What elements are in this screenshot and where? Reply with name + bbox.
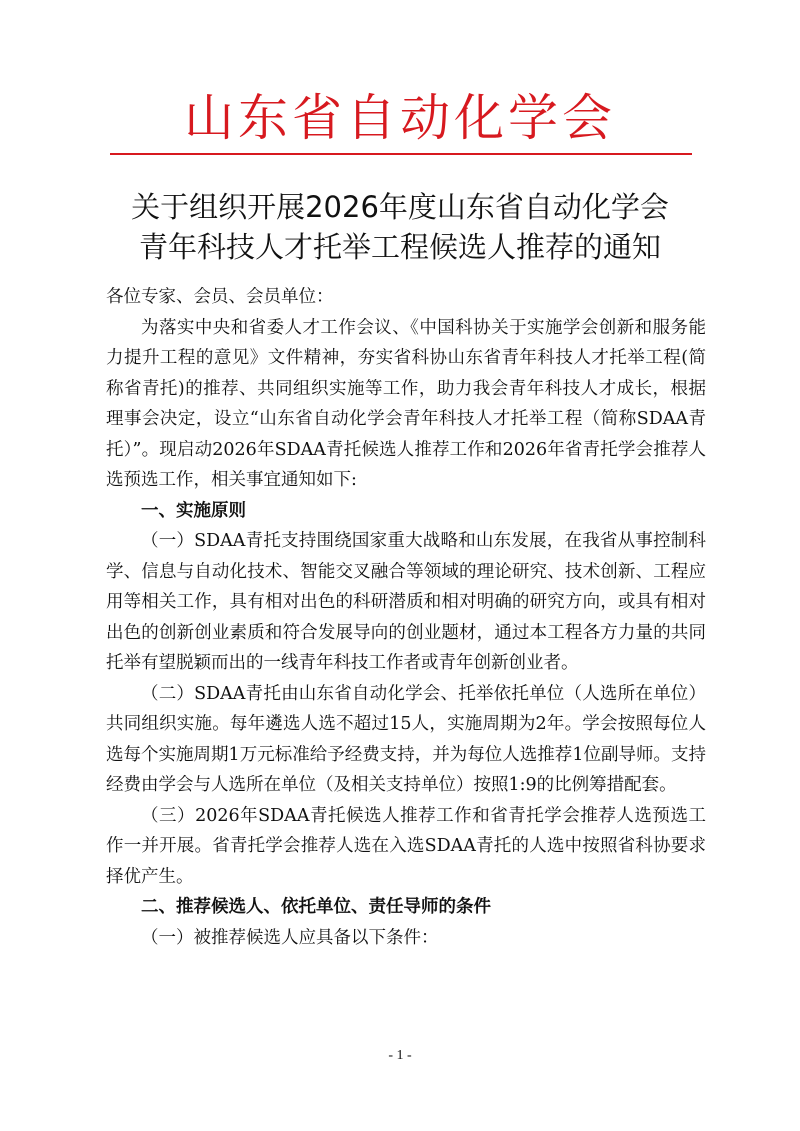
section-2-item-1: （一）被推荐候选人应具备以下条件： xyxy=(141,927,439,948)
section-1-heading: 一、实施原则 xyxy=(141,500,246,521)
section-1-item-3: （三）2026年SDAA青托候选人推荐工作和省青托学会推荐人选预选工作一并开展。省青托学会推荐人选在入选SDAA青托的人选中按照省科协要求择优产生。 xyxy=(106,805,706,887)
header-red-rule xyxy=(110,153,692,155)
organization-header: 山东省自动化学会 xyxy=(184,89,616,147)
title-line-2: 青年科技人才托举工程候选人推荐的通知 xyxy=(138,230,661,264)
section-1-item-1: （一）SDAA青托支持围绕国家重大战略和山东发展，在我省从事控制科学、信息与自动化技术、智能交叉融合等领域的理论研究、技术创新、工程应用等相关工作，具有相对出色的科研潜质和相对明确的研究方向，或具有相对出色的创新创业素质和符合发展导向的创业题材，通过本工程各方力量的共同托举有望脱颖而出的一线青年科技工作者或青年创新创业者。 xyxy=(106,531,706,673)
section-1-item-2: （二）SDAA青托由山东省自动化学会、托举依托单位（人选所在单位）共同组织实施。每年遴选人选不超过15人，实施周期为2年。学会按照每位人选每个实施周期1万元标准给予经费支持，并为每位人选推荐1位副导师。支持经费由学会与人选所在单位（及相关支持单位）按照1:9的比例筹措配套。 xyxy=(106,683,706,795)
page-number: - 1 - xyxy=(388,1048,412,1063)
title-line-1: 关于组织开展2026年度山东省自动化学会 xyxy=(131,190,669,224)
salutation: 各位专家、会员、会员单位： xyxy=(106,287,334,307)
document-title xyxy=(0,187,800,267)
document-body xyxy=(106,282,706,953)
section-2-heading: 二、推荐候选人、依托单位、责任导师的条件 xyxy=(141,897,491,917)
intro-paragraph: 为落实中央和省委人才工作会议、《中国科协关于实施学会创新和服务能力提升工程的意见》文件精神，夯实省科协山东省青年科技人才托举工程(简称省青托)的推荐、共同组织实施等工作，助力我会青年科技人才成长，根据理事会决定，设立“山东省自动化学会青年科技人才托举工程（简称SDAA青托）”。现启动2026年SDAA青托候选人推荐工作和2026年省青托学会推荐人选预选工作，相关事宜通知如下: xyxy=(106,317,706,490)
